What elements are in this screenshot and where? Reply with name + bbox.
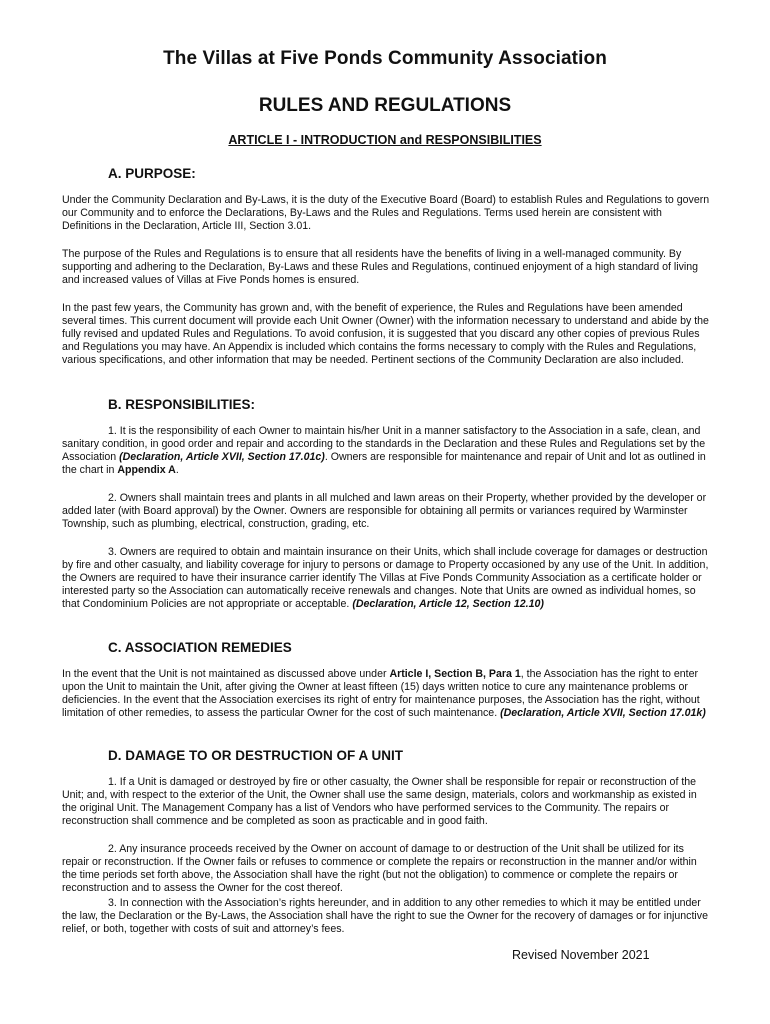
article-heading: ARTICLE I - INTRODUCTION and RESPONSIBILITIES <box>228 133 542 147</box>
damage-paragraph-1: 1. If a Unit is damaged or destroyed by fire or other casualty, the Owner shall be responsible for repair or reconstruction of the Unit; and, with respect to the exterior of the Unit, the Owner shall use the same design, materials, colors and workmanship as existed in the original Unit. The Management Company has a list of Vendors who have performed services to the Community. The repairs or reconstruction shall commence and be completed as soon as practicable and in good faith. <box>62 776 697 828</box>
article-reference: Article I, Section B, Para 1 <box>389 668 521 680</box>
declaration-reference: (Declaration, Article XVII, Section 17.01c) <box>119 451 325 464</box>
responsibilities-p1-text-3: . <box>175 464 179 477</box>
document-title: The Villas at Five Ponds Community Association <box>163 48 607 69</box>
responsibilities-paragraph-1 <box>62 425 710 477</box>
declaration-reference: (Declaration, Article XVII, Section 17.01k) <box>500 707 706 720</box>
damage-paragraph-3: 3. In connection with the Association’s rights hereunder, and in addition to any other remedies to which it may be entitled under the law, the Declaration or the By-Laws, the Association shall have the right to sue the Owner for the recovery of damages or for injunctive relief, or both, together with costs of suit and attorney’s fees. <box>62 897 708 936</box>
section-heading-purpose: A. PURPOSE: <box>108 166 196 181</box>
document-subtitle: RULES AND REGULATIONS <box>258 95 512 116</box>
purpose-paragraph-2: The purpose of the Rules and Regulations is to ensure that all residents have the benefits of living in a well-managed community. By supporting and adhering to the Declaration, By-Laws and these Rules and Regulations, continued enjoyment of a high standard of living and increased values of Villas at Five Ponds homes is ensured. <box>62 248 699 287</box>
purpose-paragraph-1: Under the Community Declaration and By-Laws, it is the duty of the Executive Board (Board) to establish Rules and Regulations to govern our Community and to enforce the Declarations, By-Laws and the Rules and Regulations. Terms used herein are consistent with Definitions in the Declaration, Article III, Section 3.01. <box>62 194 710 233</box>
declaration-reference: (Declaration, Article 12, Section 12.10) <box>352 598 544 611</box>
remedies-text: In the event that the Unit is not maintained as discussed above under <box>62 668 390 680</box>
responsibilities-p3-text: 3. Owners are required to obtain and maintain insurance on their Units, which shall include coverage for damages or destruction by fire and other casualty, and liability coverage for injury to persons or damage to Property occasioned by any use of the Unit. In addition, the Owners are required to have their insurance carrier identify The Villas at Five Ponds Community Association as a certificate holder or interested party so the Association can automatically receive renewals and changes. Note that Units are owned as individual homes, so that Condominium Policies are not appropriate or acceptable. <box>62 546 709 611</box>
responsibilities-p1-text: 1. It is the responsibility of each Owner to maintain his/her Unit in a manner satisfactory to the Association in a safe, clean, and sanitary condition, in good order and repair and according to the standards in the Declaration and these Rules and Regulations set by the Association <box>62 425 706 464</box>
section-heading-responsibilities: B. RESPONSIBILITIES: <box>108 397 256 412</box>
purpose-paragraph-3: In the past few years, the Community has grown and, with the benefit of experience, the Rules and Regulations have been amended several times. This current document will provide each Unit Owner (Owner) with the information necessary to understand and abide by the fully revised and updated Rules and Regulations. To avoid confusion, it is suggested that you discard any other copies of previous Rules and Regulations you may have. An Appendix is included which contains the forms necessary to comply with the Rules and Regulations, various specifications, and other information that may be needed. Pertinent sections of the Community Declaration are also included. <box>62 302 709 367</box>
responsibilities-paragraph-3 <box>62 546 710 611</box>
responsibilities-paragraph-2: 2. Owners shall maintain trees and plants in all mulched and lawn areas on their Property, whether provided by the developer or added later (with Board approval) by the Owner. Owners are responsible for obtaining all permits or variances required by Warminster Township, such as plumbing, electrical, construction, grading, etc. <box>62 492 707 531</box>
section-heading-remedies: C. ASSOCIATION REMEDIES <box>108 640 292 655</box>
damage-paragraph-2: 2. Any insurance proceeds received by the Owner on account of damage to or destruction of the Unit shall be utilized for its repair or reconstruction. If the Owner fails or refuses to commence or complete the repairs or reconstruction in the manner and/or within the time periods set forth above, the Association shall have the right (but not the obligation) to commence or complete the repairs or reconstruction and to assess the Owner for the cost thereof. <box>62 843 697 895</box>
revision-date: Revised November 2021 <box>512 948 650 962</box>
responsibilities-p1-text-2: . Owners are responsible for maintenance and repair of Unit and lot as outlined in the chart in <box>62 451 706 477</box>
remedies-text-2: , the Association has the right to enter upon the Unit to maintain the Unit, after giving the Owner at least fifteen (15) days written notice to cure any maintenance problems or deficiencies. In the event that the Association exercises its right of entry for maintenance purposes, the Association has the right, without limitation of other remedies, to assess the particular Owner for the cost of such maintenance. <box>62 668 700 720</box>
remedies-paragraph <box>62 668 710 720</box>
section-heading-damage: D. DAMAGE TO OR DESTRUCTION OF A UNIT <box>108 748 403 763</box>
appendix-reference: Appendix A <box>117 464 176 477</box>
